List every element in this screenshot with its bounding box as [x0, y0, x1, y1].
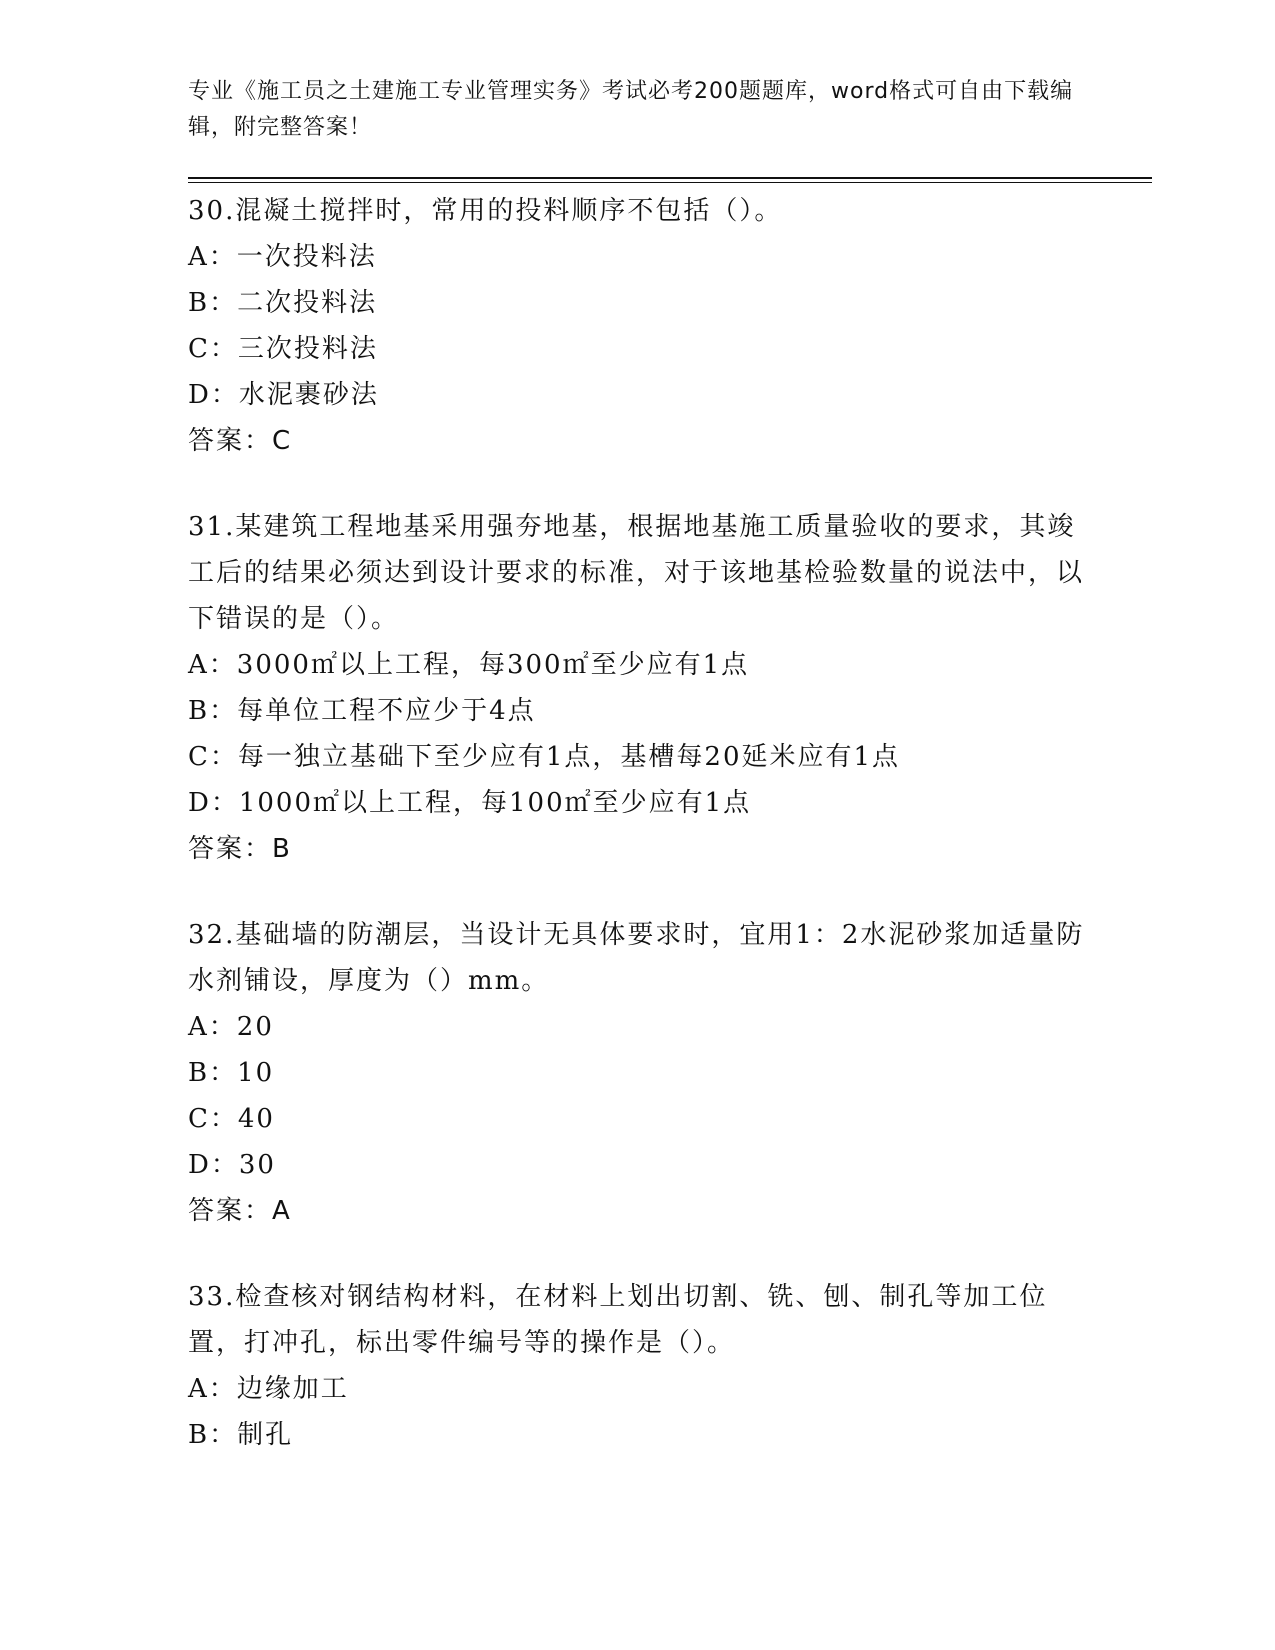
question-list [188, 188, 1088, 1498]
answer-line: 答案：C [188, 426, 293, 456]
option-c: C：40 [188, 1104, 275, 1134]
option-a: A：边缘加工 [188, 1374, 349, 1404]
option-b: B：10 [188, 1058, 275, 1088]
option-b: B：每单位工程不应少于4点 [188, 696, 536, 726]
question-32 [188, 912, 1088, 1234]
answer-line: 答案：A [188, 1196, 292, 1226]
question-stem: 33.检查核对钢结构材料，在材料上划出切割、铣、刨、制孔等加工位置，打冲孔，标出零件编号等的操作是（）。 [188, 1282, 1048, 1358]
option-b: B：二次投料法 [188, 288, 378, 318]
option-d: D：水泥裹砂法 [188, 380, 379, 410]
option-c: C：三次投料法 [188, 334, 378, 364]
document-header: 专业《施工员之土建施工专业管理实务》考试必考200题题库，word格式可自由下载编辑，附完整答案！ [188, 79, 1074, 140]
header-divider-thick [188, 177, 1152, 179]
option-c: C：每一独立基础下至少应有1点，基槽每20延米应有1点 [188, 742, 901, 772]
question-stem: 31.某建筑工程地基采用强夯地基，根据地基施工质量验收的要求，其竣工后的结果必须达到设计要求的标准，对于该地基检验数量的说法中，以下错误的是（）。 [188, 512, 1085, 634]
question-stem: 32.基础墙的防潮层，当设计无具体要求时，宜用1：2水泥砂浆加适量防水剂铺设，厚度为（）mm。 [188, 920, 1085, 996]
option-a: A：20 [188, 1012, 274, 1042]
question-stem: 30.混凝土搅拌时，常用的投料顺序不包括（）。 [188, 196, 783, 226]
question-30 [188, 188, 1088, 464]
answer-line: 答案：B [188, 834, 292, 864]
option-a: A：3000㎡以上工程，每300㎡至少应有1点 [188, 650, 750, 680]
option-a: A：一次投料法 [188, 242, 377, 272]
option-d: D：1000㎡以上工程，每100㎡至少应有1点 [188, 788, 752, 818]
header-divider-thin [188, 182, 1152, 183]
question-33 [188, 1274, 1088, 1458]
option-d: D：30 [188, 1150, 276, 1180]
option-b: B：制孔 [188, 1420, 294, 1450]
question-31 [188, 504, 1088, 872]
